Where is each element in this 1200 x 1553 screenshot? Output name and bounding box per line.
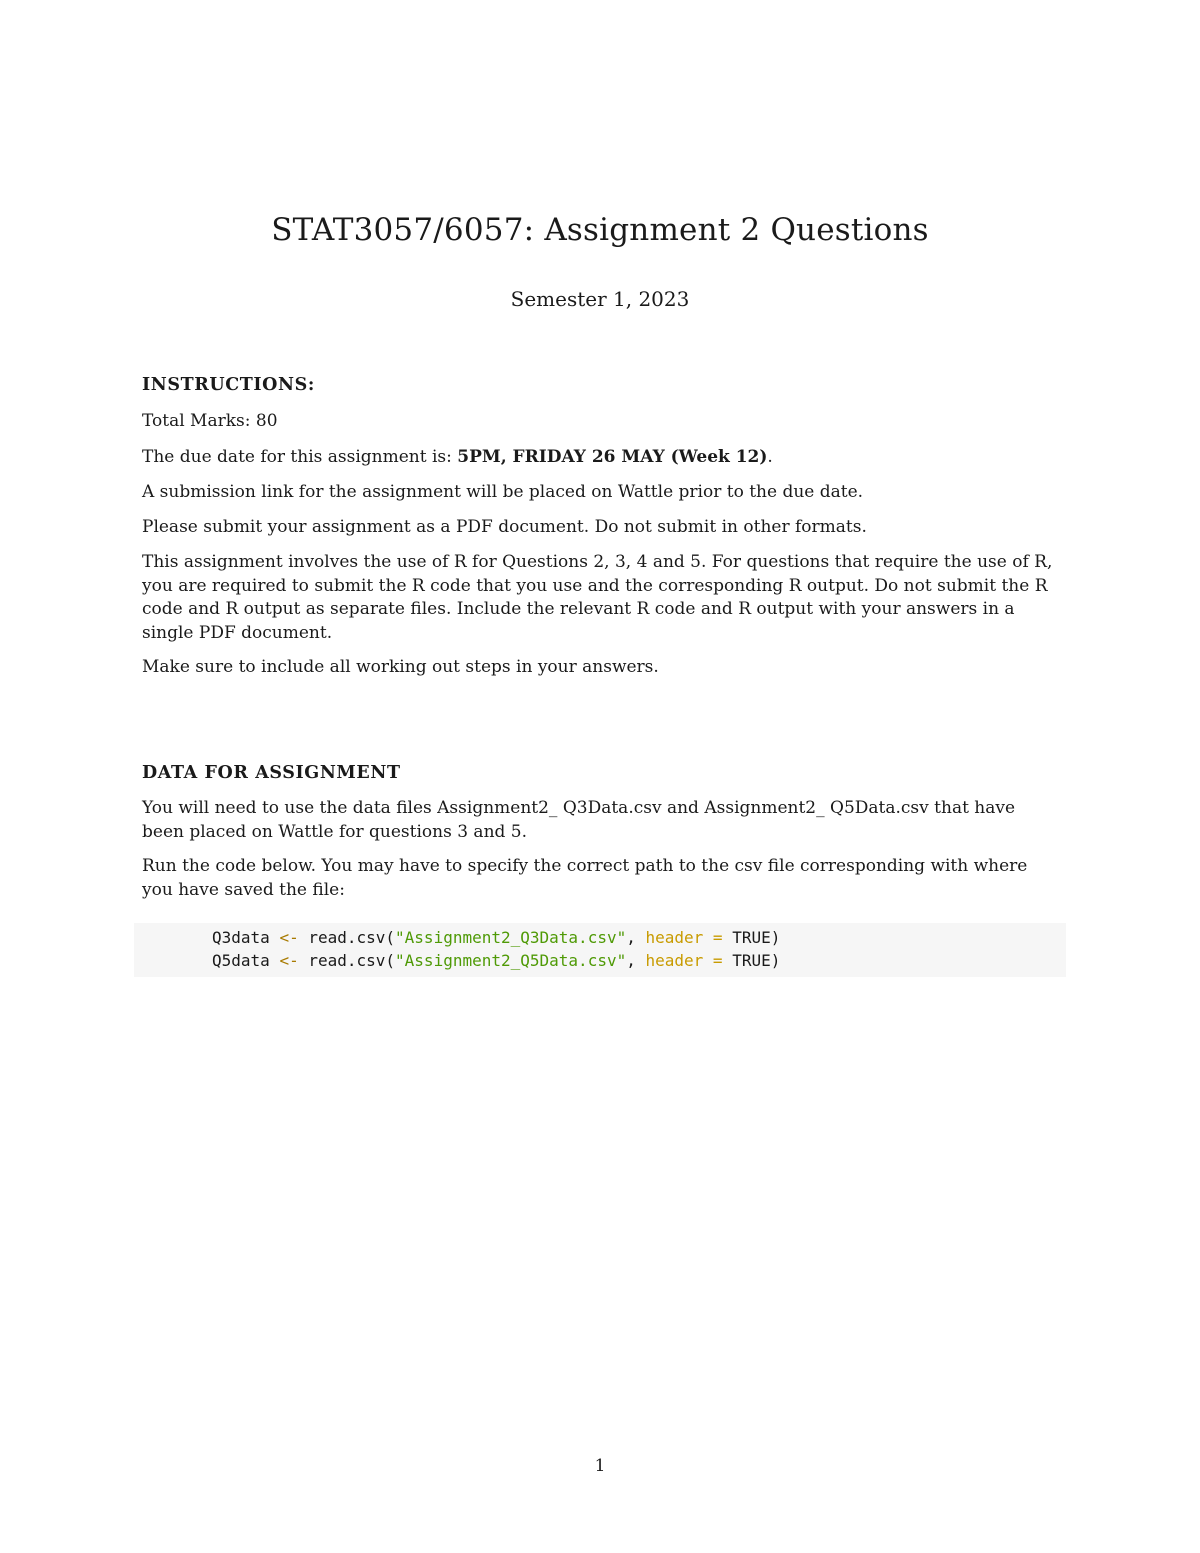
code-line-q5 [212, 949, 780, 973]
code-val: TRUE) [732, 951, 781, 970]
data-files-block [142, 797, 1060, 844]
submission-link-text: A submission link for the assignment will be placed on Wattle prior to the due date. [142, 482, 864, 502]
total-marks-block [142, 410, 1060, 434]
code-eq: = [703, 928, 733, 947]
code-val: TRUE) [732, 928, 781, 947]
due-date-block [142, 446, 1060, 470]
code-fn: read.csv( [298, 951, 396, 970]
format-text: Please submit your assignment as a PDF document. Do not submit in other formats. [142, 517, 867, 537]
code-arg: header [645, 951, 704, 970]
code-var: Q5data [212, 951, 280, 970]
working-out-text: Make sure to include all working out steps in your answers. [142, 657, 659, 677]
code-assign-op: <- [279, 951, 299, 970]
data-files-text: You will need to use the data files Assignment2_ Q3Data.csv and Assignment2_ Q5Data.csv that have been placed on Wattle for questions 3 and 5. [142, 798, 1016, 842]
code-eq: = [703, 951, 733, 970]
due-date [142, 446, 1060, 470]
run-code-text: Run the code below. You may have to specify the correct path to the csv file corresponding with where you have saved the file: [142, 856, 1028, 900]
due-date-prefix: The due date for this assignment is: [142, 447, 458, 467]
code-sep: , [626, 928, 646, 947]
document-subtitle: Semester 1, 2023 [510, 287, 690, 311]
code-arg: header [645, 928, 704, 947]
code-var: Q3data [212, 928, 280, 947]
code-assign-op: <- [279, 928, 299, 947]
r-usage-block [142, 551, 1060, 645]
instructions-section [142, 374, 1060, 398]
data-section [142, 762, 1060, 786]
code-string: "Assignment2_Q5Data.csv" [395, 951, 627, 970]
page-number: 1 [594, 1456, 606, 1476]
document-title: STAT3057/6057: Assignment 2 Questions [271, 212, 929, 248]
due-date-value: 5PM, FRIDAY 26 MAY (Week 12) [457, 447, 768, 467]
due-date-suffix: . [767, 447, 773, 467]
code-line-q3 [212, 926, 780, 950]
working-out-block [142, 656, 1060, 680]
data-heading: DATA FOR ASSIGNMENT [142, 763, 401, 783]
code-fn: read.csv( [298, 928, 396, 947]
run-code-block [142, 855, 1060, 902]
format-block [142, 516, 1060, 540]
instructions-heading: INSTRUCTIONS: [142, 375, 315, 395]
r-usage-text: This assignment involves the use of R for Questions 2, 3, 4 and 5. For questions that require the use of R, you are required to submit the R code that you use and the corresponding R output. Do not submit the R code and R output as separate files. Include the relevant R code and R output with your answers in a single PDF document. [142, 552, 1053, 643]
code-block [134, 923, 1066, 977]
total-marks: Total Marks: 80 [142, 411, 278, 431]
submission-link-block [142, 481, 1060, 505]
code-string: "Assignment2_Q3Data.csv" [395, 928, 627, 947]
code-sep: , [626, 951, 646, 970]
